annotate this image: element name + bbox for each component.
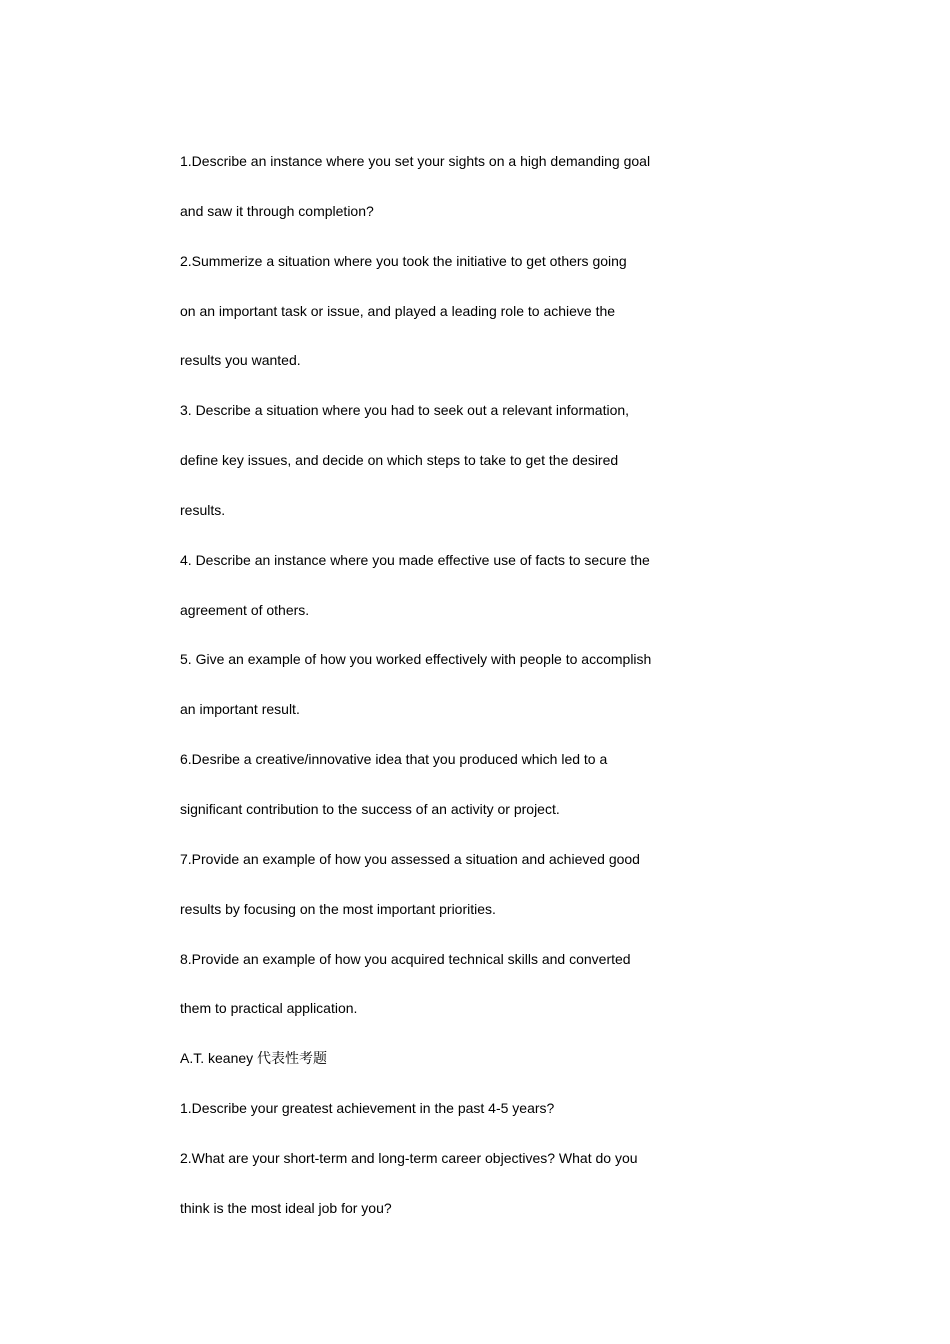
text-line: think is the most ideal job for you? xyxy=(180,1199,392,1216)
text-line: 1.Describe an instance where you set your sights on a high demanding goal xyxy=(180,153,651,169)
text-line: results you wanted. xyxy=(180,352,301,369)
text-line: them to practical application. xyxy=(180,1000,358,1017)
text-line: define key issues, and decide on which steps to take to get the desired xyxy=(180,452,619,469)
text-line: results. xyxy=(180,501,226,518)
document-body xyxy=(180,148,700,1245)
text-line: results by focusing on the most important priorities. xyxy=(180,900,496,917)
text-line: 1.Describe your greatest achievement in the past 4-5 years? xyxy=(180,1100,555,1117)
text-line: 7.Provide an example of how you assessed a situation and achieved good xyxy=(180,850,640,867)
text-line: 2.Summerize a situation where you took the initiative to get others going xyxy=(180,252,627,269)
text-line: 2.What are your short-term and long-term career objectives? What do you xyxy=(180,1149,638,1166)
text-line: on an important task or issue, and played a leading role to achieve the xyxy=(180,302,616,319)
text-line: agreement of others. xyxy=(180,601,310,618)
text-line: and saw it through completion? xyxy=(180,202,374,219)
section-heading: A.T. keaney 代表性考题 xyxy=(180,1050,328,1067)
text-line: 4. Describe an instance where you made effective use of facts to secure the xyxy=(180,551,650,568)
text-line: 3. Describe a situation where you had to seek out a relevant information, xyxy=(180,402,630,419)
text-line: 6.Desribe a creative/innovative idea that you produced which led to a xyxy=(180,751,608,768)
text-line: an important result. xyxy=(180,701,300,718)
text-line: 5. Give an example of how you worked effectively with people to accomplish xyxy=(180,651,652,668)
text-line: significant contribution to the success of an activity or project. xyxy=(180,800,560,817)
text-line: 8.Provide an example of how you acquired technical skills and converted xyxy=(180,950,631,967)
